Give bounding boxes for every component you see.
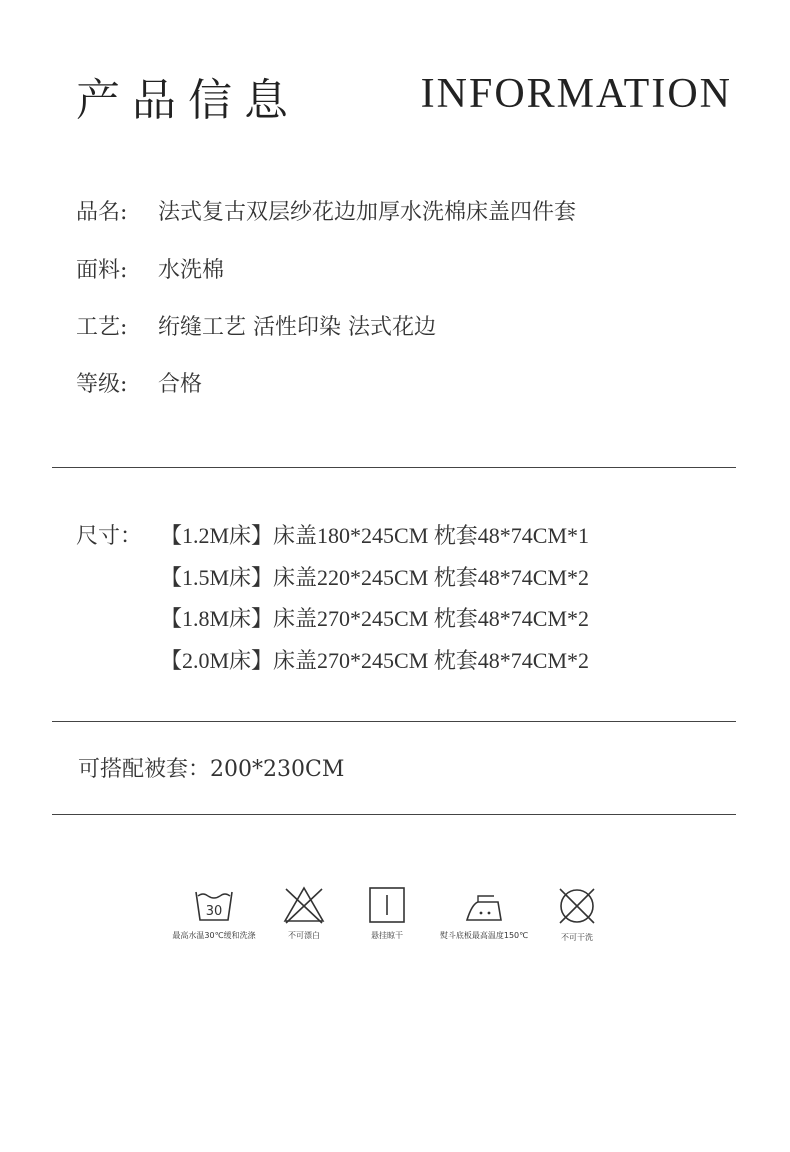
- info-label: 面料:: [76, 258, 128, 283]
- care-caption: 不可漂白: [288, 931, 320, 940]
- wash-30-icon: [194, 886, 234, 924]
- care-caption: 熨斗底板最高温度150℃: [439, 931, 529, 940]
- no-bleach-icon: [283, 886, 325, 924]
- duvet-cover-size: 可搭配被套：200*230CM: [78, 757, 345, 782]
- size-line: 【1.5M床】床盖220*245CM 枕套48*74CM*2: [160, 565, 590, 590]
- info-value: 水洗棉: [158, 258, 225, 283]
- iron-medium-icon: [464, 886, 504, 924]
- care-item-no-dry-clean: [544, 886, 610, 943]
- care-caption: 悬挂晾干: [371, 931, 403, 940]
- divider: [52, 467, 736, 468]
- care-caption: 不可干洗: [561, 933, 593, 942]
- info-value: 绗缝工艺 活性印染 法式花边: [158, 315, 436, 340]
- no-dry-clean-icon: [557, 886, 597, 926]
- hang-dry-icon: [368, 886, 406, 924]
- size-line: 【2.0M床】床盖270*245CM 枕套48*74CM*2: [160, 648, 590, 673]
- info-row-craft: [76, 310, 436, 341]
- title-chinese: 产品信息: [76, 75, 300, 126]
- info-label: 工艺:: [76, 315, 128, 340]
- size-label: 尺寸：: [76, 524, 143, 549]
- divider: [52, 814, 736, 815]
- info-row-name: [76, 195, 576, 226]
- care-item-no-bleach: [270, 886, 338, 941]
- care-item-wash: [158, 886, 270, 941]
- care-item-hang-dry: [354, 886, 420, 941]
- info-label: 品名:: [76, 200, 128, 225]
- care-item-iron: [432, 886, 536, 941]
- care-caption: 最高水温30℃缓和洗涤: [172, 931, 256, 940]
- info-value: 合格: [158, 372, 203, 397]
- info-row-fabric: [76, 253, 224, 284]
- info-row-grade: [76, 367, 202, 398]
- info-value: 法式复古双层纱花边加厚水洗棉床盖四件套: [158, 200, 577, 225]
- size-line: 【1.2M床】床盖180*245CM 枕套48*74CM*1: [160, 523, 590, 548]
- divider: [52, 721, 736, 722]
- title-english: INFORMATION: [420, 71, 732, 117]
- wash-temp-text: 30: [205, 904, 223, 919]
- info-label: 等级:: [76, 372, 128, 397]
- size-line: 【1.8M床】床盖270*245CM 枕套48*74CM*2: [160, 606, 590, 631]
